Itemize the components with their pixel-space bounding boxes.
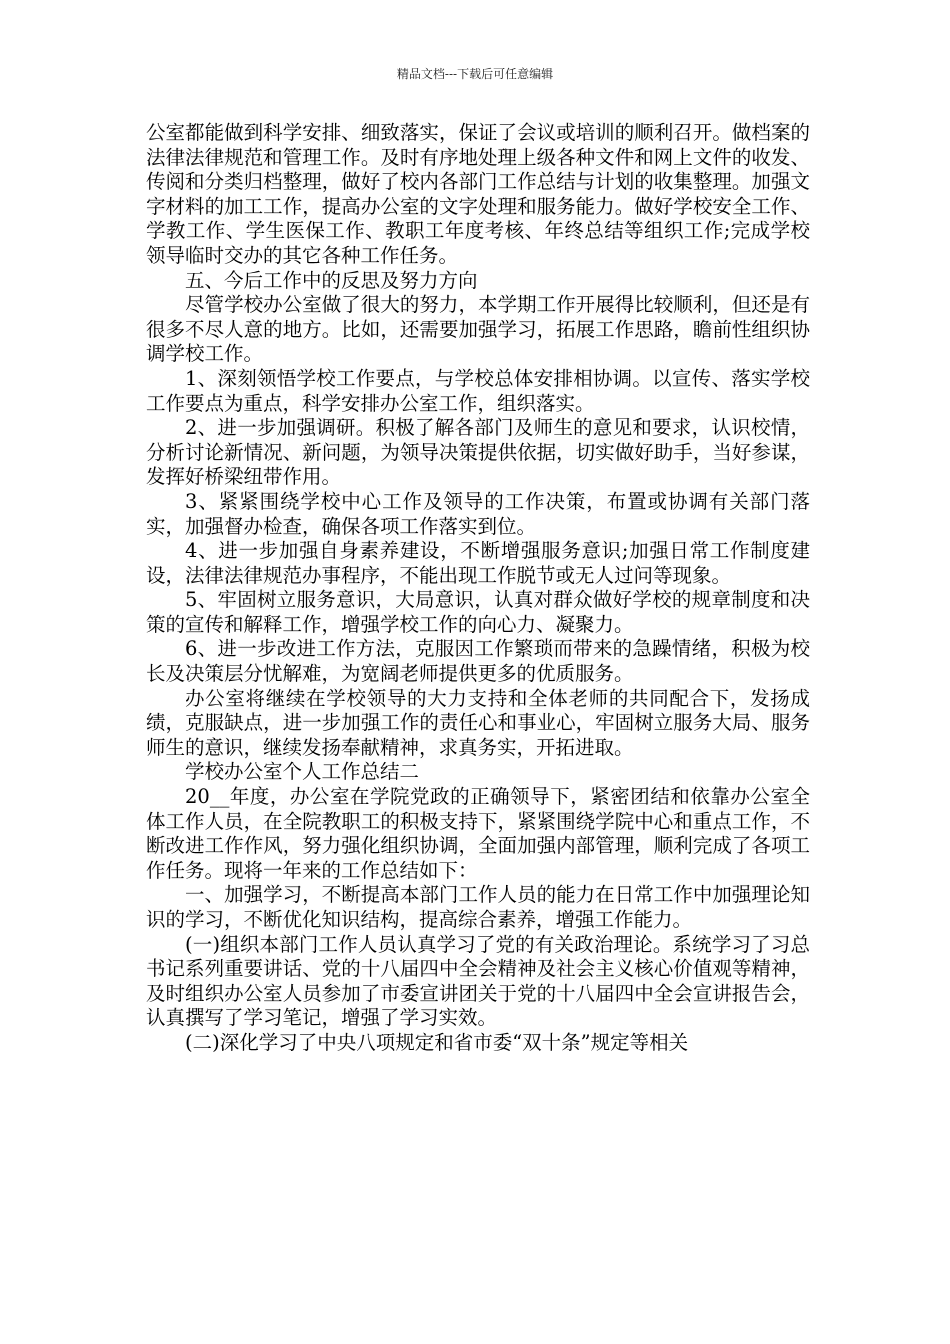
section-heading: 五、今后工作中的反思及努力方向	[185, 268, 478, 292]
section-heading: 学校办公室个人工作总结二	[185, 760, 420, 784]
paragraph: (一)组织本部门工作人员认真学习了党的有关政治理论。系统学习了习总书记系列重要讲话、党的十八届四中全会精神及社会主义核心价值观等精神，及时组织办公室人员参加了市委宣讲团关于党的十八届四中全会宣讲报告会，认真撰写了学习笔记，增强了学习实效。	[146, 932, 810, 1030]
list-item: 4、进一步加强自身素养建设，不断增强服务意识;加强日常工作制度建设，法律法律规范办事程序，不能出现工作脱节或无人过问等现象。	[146, 539, 810, 587]
paragraph: 尽管学校办公室做了很大的努力，本学期工作开展得比较顺利，但还是有很多不尽人意的地方。比如，还需要加强学习，拓展工作思路，瞻前性组织协调学校工作。	[146, 293, 810, 366]
list-item: 3、紧紧围绕学校中心工作及领导的工作决策，布置或协调有关部门落实，加强督办检查，确保各项工作落实到位。	[146, 489, 810, 538]
list-item: 5、牢固树立服务意识，大局意识，认真对群众做好学校的规章制度和决策的宣传和解释工作，增强学校工作的向心力、凝聚力。	[146, 588, 810, 636]
page-header: 精品文档---下载后可任意编辑	[396, 67, 554, 81]
paragraph: 一、加强学习，不断提高本部门工作人员的能力在日常工作中加强理论知识的学习，不断优化知识结构，提高综合素养，增强工作能力。	[146, 883, 810, 931]
list-item: 2、进一步加强调研。积极了解各部门及师生的意见和要求，认识校情，分析讨论新情况、新问题，为领导决策提供依据，切实做好助手，当好参谋，发挥好桥梁纽带作用。	[146, 416, 810, 489]
list-item: 1、深刻领悟学校工作要点，与学校总体安排相协调。以宣传、落实学校工作要点为重点，科学安排办公室工作，组织落实。	[146, 366, 810, 415]
paragraph: (二)深化学习了中央八项规定和省市委“双十条”规定等相关	[185, 1030, 689, 1054]
paragraph: 20__年度，办公室在学院党政的正确领导下，紧密团结和依靠办公室全体工作人员，在全院教职工的积极支持下，紧紧围绕学院中心和重点工作，不断改进工作作风，努力强化组织协调，全面加强内部管理，顺利完成了各项工作任务。现将一年来的工作总结如下：	[146, 785, 810, 882]
list-item: 6、进一步改进工作方法，克服因工作繁琐而带来的急躁情绪，积极为校长及决策层分忧解难，为宽阔老师提供更多的优质服务。	[146, 637, 810, 686]
document-body	[146, 121, 810, 1056]
paragraph: 办公室将继续在学校领导的大力支持和全体老师的共同配合下，发扬成绩，克服缺点，进一步加强工作的责任心和事业心，牢固树立服务大局、服务师生的意识，继续发扬奉献精神，求真务实，开拓进取。	[146, 686, 810, 759]
paragraph: 公室都能做到科学安排、细致落实，保证了会议或培训的顺利召开。做档案的法律法律规范和管理工作。及时有序地处理上级各种文件和网上文件的收发、传阅和分类归档整理，做好了校内各部门工作总结与计划的收集整理。加强文字材料的加工工作，提高办公室的文字处理和服务能力。做好学校安全工作、学教工作、学生医保工作、教职工年度考核、年终总结等组织工作;完成学校领导临时交办的其它各种工作任务。	[146, 121, 810, 267]
